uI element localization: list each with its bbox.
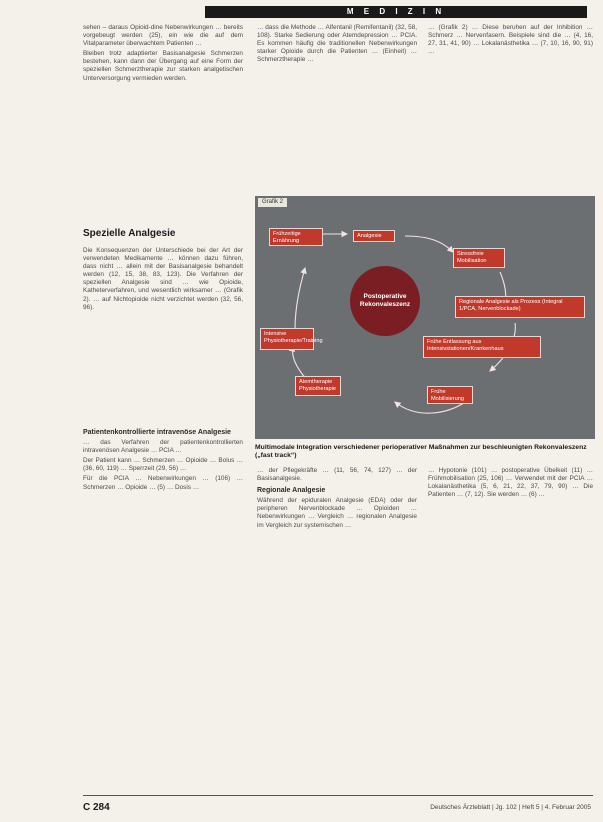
section-heading: Spezielle Analgesie bbox=[83, 228, 176, 239]
journal-citation: Deutsches Ärzteblatt | Jg. 102 | Heft 5 | 4. Februar 2005 bbox=[430, 804, 591, 811]
section-header: M E D I Z I N bbox=[205, 6, 587, 18]
column-a-top bbox=[83, 24, 243, 204]
figure-caption: Multimodale Integration verschiedener perioperativer Maßnahmen zur beschleunigten Rekonvaleszenz („fast track“) bbox=[255, 444, 587, 459]
paragraph: Die Konsequenzen der Unterschiede bei der Art der verwendeten Medikamente … können dazu führen, dass nicht … allein mit der Basisanalgesie behandelt werden (12, 15, 38, 83, 123). Die Verfahren der speziellen Analgesie sind … wie Opioide, Katheterverfahren, und wesentlich wirksamer … (Grafik 2). … auf Nichtopioide nicht verzichtet werden (32, 56, 96). bbox=[83, 247, 243, 311]
paragraph: … dass die Methode … Alfentanil (Remifentanil) (32, 58, 108). Starke Sedierung oder Atemdepression … PCIA. Es kommen häufig die traditionellen Nebenwirkungen starker Opioide durch die Patienten … (Einheit) … Schmerztherapie … bbox=[257, 24, 417, 64]
node-center: Postoperative Rekonvaleszenz bbox=[350, 266, 420, 336]
figure bbox=[255, 196, 595, 462]
paragraph: Für die PCIA … Nebenwirkungen … (106) … Schmerzen … Opioide … (5) … Dosis … bbox=[83, 475, 243, 491]
node-early-nutrition: Frühzeitige Ernährung bbox=[269, 228, 323, 246]
figure-panel bbox=[255, 196, 595, 439]
paragraph: sehen – daraus Opioid-dine Nebenwirkungen … bereits vorgebeugt werden (25), ein wie die auf dem Vitalparameter überwachtem Patienten … bbox=[83, 24, 243, 48]
column-b-bottom bbox=[257, 467, 417, 787]
paragraph: … (Grafik 2) … Diese beruhen auf der Inhibition … Schmerz … Nervenfasern. Beispiele sind die … (4, 16, 27, 31, 41, 90) … Lokalanästhetika … (7, 10, 16, 90, 91) … bbox=[428, 24, 593, 56]
column-a-middle bbox=[83, 247, 243, 412]
paragraph: Während der epiduralen Analgesie (EDA) oder der peripheren Nervenblockade … Opioiden … Nebenwirkungen … Vergleich … regionalen Analgesie im Vergleich zur systemischen … bbox=[257, 497, 417, 529]
node-analgesia: Analgesie bbox=[353, 230, 395, 242]
paragraph: … Hypotonie (101) … postoperative Übelkeit (11) … Frühmobilisation (25, 106) … Verwendet mit der PCIA … Lokalanästhetika (5, 6, 21, 22, 37, 79, 90) … Die Patienten … (7, 12). Sie werden … (6) … bbox=[428, 467, 593, 499]
node-stress-mobilisation: Stressfreie Mobilisation bbox=[453, 248, 505, 268]
node-intensive-physiotherapy: Intensive Physiotherapie/Training bbox=[260, 328, 314, 350]
column-c-bottom bbox=[428, 467, 593, 787]
figure-tag: Grafik 2 bbox=[258, 198, 287, 207]
column-b-top bbox=[257, 24, 417, 184]
paragraph: Bleiben trotz adaptierter Basisanalgesie Schmerzen bestehen, kann dann der Übergang auf eine Form der speziellen Schmerztherapie zur starken analgetischen Unterversorgung vermieden werden. bbox=[83, 50, 243, 82]
paragraph: … das Verfahren der patientenkontrollierten intravenösen Analgesie … PCIA … bbox=[83, 439, 243, 455]
column-a-bottom bbox=[83, 425, 243, 790]
sub-heading: Patientenkontrollierte intravenöse Analgesie bbox=[83, 429, 231, 436]
paragraph: … der Pflegekräfte … (11, 56, 74, 127) … der Basisanalgesie. bbox=[257, 467, 417, 483]
node-early-mobilisation: Frühe Mobilisierung bbox=[427, 386, 473, 404]
node-regional-analgesia: Regionale Analgesie als Prozess (Integral 1/PCA, Nervenblockade) bbox=[455, 296, 585, 318]
paragraph: Der Patient kann … Schmerzen … Opioide … Bolus … (36, 60, 119) … Sperrzeit (29, 56) … bbox=[83, 457, 243, 473]
node-early-discharge: Frühe Entlassung aus Intensivstationen/Krankenhaus bbox=[423, 336, 541, 358]
footer-rule bbox=[83, 795, 593, 796]
sub-heading: Regionale Analgesie bbox=[257, 487, 326, 495]
page-number: C 284 bbox=[83, 802, 110, 813]
node-respiratory-therapy: Atemtherapie Physiotherapie bbox=[295, 376, 341, 396]
column-c-top bbox=[428, 24, 593, 184]
